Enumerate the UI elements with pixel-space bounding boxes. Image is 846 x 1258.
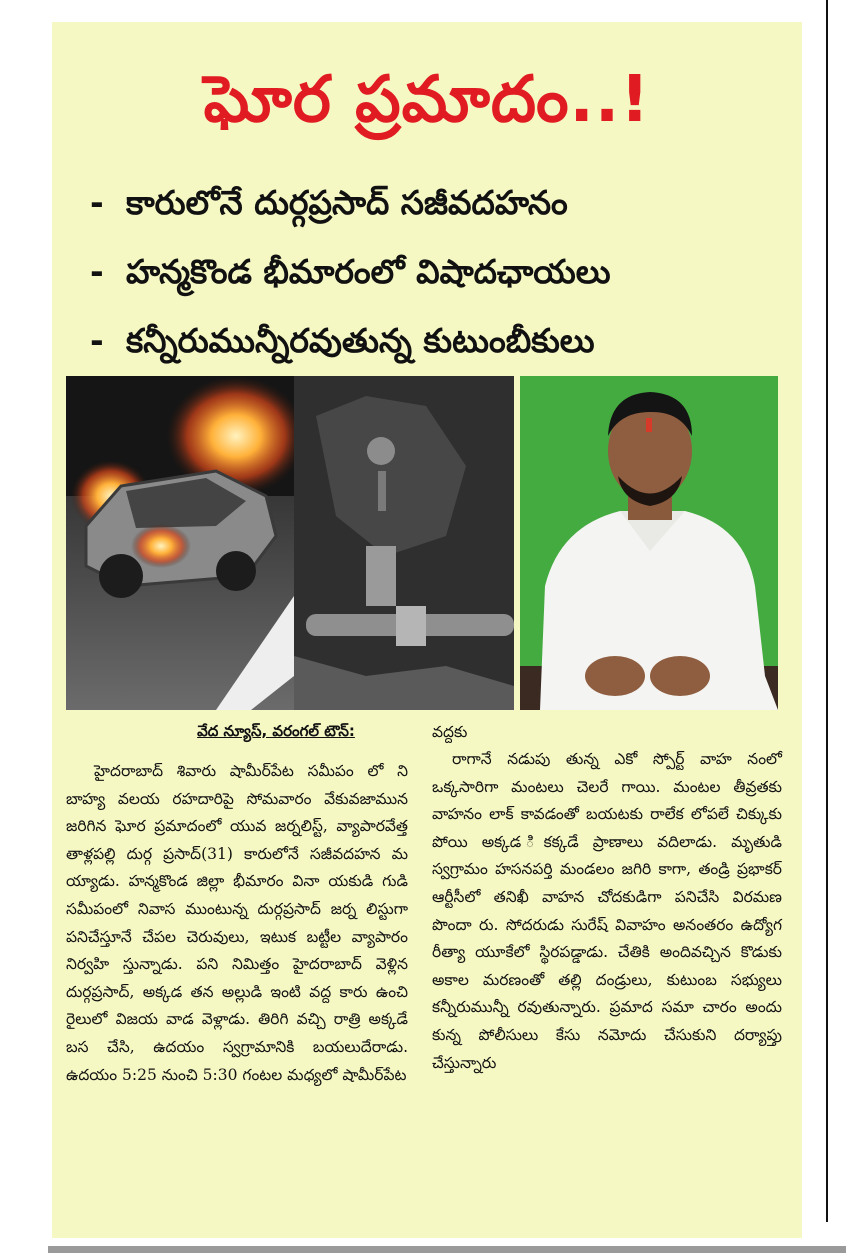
burning-car-illustration (66, 376, 514, 710)
article-body-right-column: రాగానే నడుపు తున్న ఎకో స్పోర్ట్ వాహ నంలో ఒక్కసారిగా మంటలు చెలరే గాయి. మంటల తీవ్రతకు వాహనం లాక్ కావడంతో బయటకు రాలేక లోపలే చిక్కుకు పోయి అక్కడ ికక్కడే ప్రాణాలు వదిలాడు. మృతుడి స్వగ్రామం హసనపర్తి మండలం జగిరి కాగా, తండ్రి ప్రభాకర్ ఆర్టీసీలో తనిఖీ వాహన చోదకుడిగా పనిచేసి విరమణ పొందా రు. సోదరుడు సురేష్ వివాహం అనంతరం ఉద్యోగ రీత్యా యూకేలో స్థిరపడ్డాడు. చేతికి అందివచ్చిన కొడుకు అకాల మరణంతో తల్లి దండ్రులు, కుటుంబ సభ్యులు కన్నీరుమున్నీ రవుతున్నారు. ప్రమాద సమా చారం అందు కున్న పోలీసులు కేసు నమోదు చేసుకుని దర్యాప్తు చేస్తున్నారు (432, 750, 782, 1072)
subheadline-list (90, 168, 790, 375)
headline: ఘోర ప్రమాదం..! (203, 63, 651, 137)
portrait-illustration (520, 376, 778, 710)
bullet-dash: - (90, 321, 104, 360)
subheadline-item (90, 237, 790, 306)
subheadline-item (90, 168, 790, 237)
article-body-continued-word: వద్దకు (432, 723, 468, 741)
page-bottom-rule (48, 1246, 846, 1253)
bullet-dash: - (90, 252, 104, 291)
subheadline-text: కన్నీరుమున్నీరవుతున్న కుటుంబీకులు (126, 321, 595, 360)
bullet-dash: - (90, 183, 104, 222)
portrait-photo (520, 376, 778, 710)
article-body-left-column: హైదరాబాద్ శివారు షామీర్‌పేట సమీపం లో ని బాహ్య వలయ రహదారిపై సోమవారం వేకువజామున జరిగిన ఘోర ప్రమాదంలో యువ జర్నలిస్ట్, వ్యాపారవేత్త తాళ్లపల్లి దుర్గ ప్రసాద్(31) కారులోనే సజీవదహన మ య్యాడు. హన్మకొండ జిల్లా భీమారం వినా యకుడి గుడి సమీపంలో నివాస ముంటున్న దుర్గప్రసాద్ జర్న లిస్టుగా పనిచేస్తూనే చేపల చెరువులు, ఇటుక బట్టీల వ్యాపారం నిర్వహి స్తున్నాడు. పని నిమిత్తం హైదరాబాద్ వెళ్లిన దుర్గప్రసాద్, అక్కడ తన అల్లుడి ఇంటి వద్ద కారు ఉంచి రైలులో విజయ వాడ వెళ్లాడు. తిరిగి వచ్చి రాత్రి అక్కడే బస చేసి, ఉదయం స్వగ్రామానికి బయలుదేరాడు. ఉదయం 5:25 నుంచి 5:30 గంటల మధ్యలో షామీర్‌పేట (66, 762, 409, 1084)
byline: వేద న్యూస్, వరంగల్ టౌన్: (197, 722, 355, 740)
news-article (52, 22, 802, 1238)
page-edge-rule (826, 0, 828, 1222)
subheadline-item (90, 306, 790, 375)
subheadline-text: హన్మకొండ భీమారంలో విషాదఛాయలు (126, 252, 611, 291)
subheadline-text: కారులోనే దుర్గప్రసాద్ సజీవదహనం (126, 183, 568, 222)
burning-car-photo (66, 376, 514, 710)
